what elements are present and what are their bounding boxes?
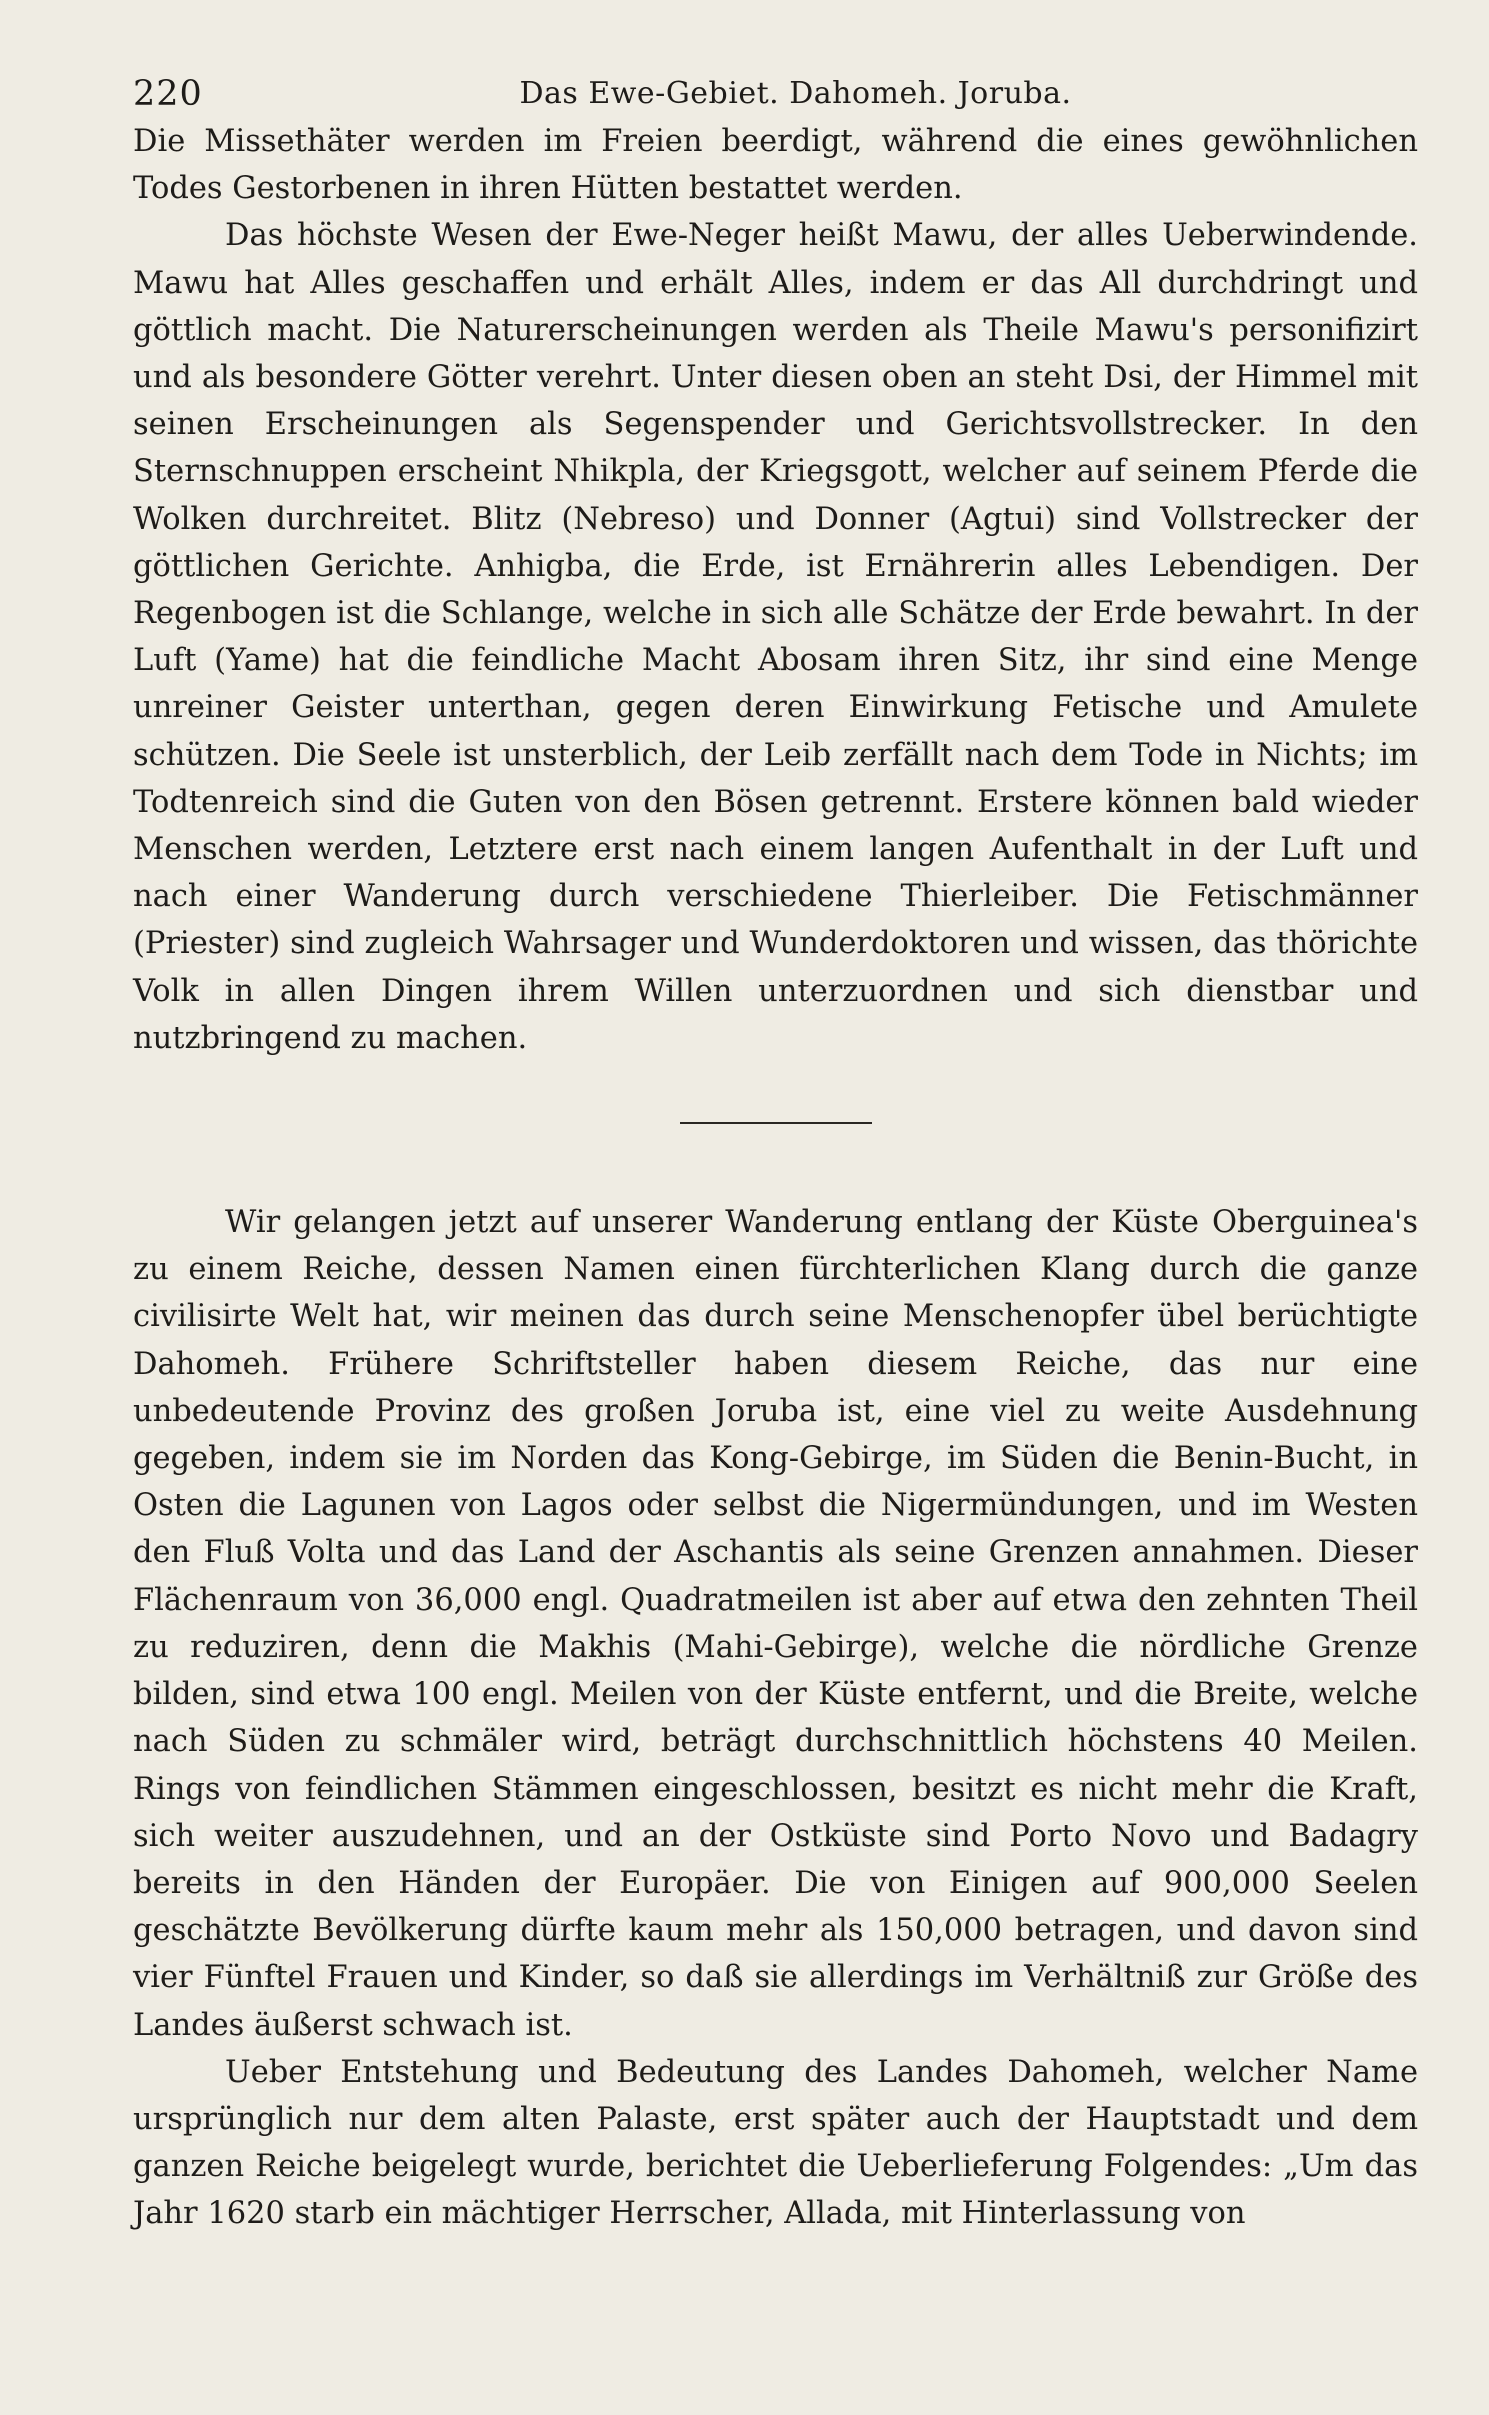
section-dahomeh [133, 1199, 1418, 2237]
paragraph-burial: Die Missethäter werden im Freien beerdigt, während die eines gewöhnlichen Todes Gestorbenen in ihren Hütten bestattet werden. [133, 124, 1418, 207]
paragraph-dahomeh-origin: Ueber Entstehung und Bedeutung des Landes Dahomeh, welcher Name ursprünglich nur dem alten Palaste, erst später auch der Hauptstadt und dem ganzen Reiche beigelegt wurde, berichtet die Ueberlieferung Folgendes: „Um das Jahr 1620 starb ein mächtiger Herrscher, Allada, mit Hinterlassung von [133, 2054, 1418, 2232]
paragraph-mawu: Das höchste Wesen der Ewe-Neger heißt Mawu, der alles Ueberwindende. Mawu hat Alles geschaffen und erhält Alles, indem er das All durchdringt und göttlich macht. Die Naturerscheinungen werden als Theile Mawu's personifizirt und als besondere Götter verehrt. Unter diesen oben an steht Dsi, der Himmel mit seinen Erscheinungen als Segenspender und Gerichtsvollstrecker. In den Sternschnuppen erscheint Nhikpla, der Kriegsgott, welcher auf seinem Pferde die Wolken durchreitet. Blitz (Nebreso) und Donner (Agtui) sind Vollstrecker der göttlichen Gerichte. Anhigba, die Erde, ist Ernährerin alles Lebendigen. Der Regenbogen ist die Schlange, welche in sich alle Schätze der Erde bewahrt. In der Luft (Yame) hat die feindliche Macht Abosam ihren Sitz, ihr sind eine Menge unreiner Geister unterthan, gegen deren Einwirkung Fetische und Amulete schützen. Die Seele ist unsterblich, der Leib zerfällt nach dem Tode in Nichts; im Todtenreich sind die Guten von den Bösen getrennt. Erstere können bald wieder Menschen werden, Letztere erst nach einem langen Aufenthalt in der Luft und nach einer Wanderung durch verschiedene Thierleiber. Die Fetischmänner (Priester) sind zugleich Wahrsager und Wunderdoktoren und wissen, das thörichte Volk in allen Dingen ihrem Willen unterzuordnen und sich dienstbar und nutzbringend zu machen. [133, 218, 1418, 1056]
running-title: Das Ewe-Gebiet. Dahomeh. Joruba. [519, 76, 1072, 111]
section-fetish-religion [133, 118, 1418, 1062]
page-number: 220 [133, 74, 203, 114]
section-divider-rule [680, 1122, 872, 1124]
running-head [133, 70, 1418, 118]
page-content [133, 70, 1418, 2238]
paragraph-dahomeh-extent: Wir gelangen jetzt auf unserer Wanderung entlang der Küste Oberguinea's zu einem Reiche, dessen Namen einen fürchterlichen Klang durch die ganze civilisirte Welt hat, wir meinen das durch seine Menschenopfer übel berüchtigte Dahomeh. Frühere Schriftsteller haben diesem Reiche, das nur eine unbedeutende Provinz des großen Joruba ist, eine viel zu weite Ausdehnung gegeben, indem sie im Norden das Kong-Gebirge, im Süden die Benin-Bucht, in Osten die Lagunen von Lagos oder selbst die Nigermündungen, und im Westen den Fluß Volta und das Land der Aschantis als seine Grenzen annahmen. Dieser Flächenraum von 36,000 engl. Quadratmeilen ist aber auf etwa den zehnten Theil zu reduziren, denn die Makhis (Mahi-Gebirge), welche die nördliche Grenze bilden, sind etwa 100 engl. Meilen von der Küste entfernt, und die Breite, welche nach Süden zu schmäler wird, beträgt durchschnittlich höchstens 40 Meilen. Rings von feindlichen Stämmen eingeschlossen, besitzt es nicht mehr die Kraft, sich weiter auszudehnen, und an der Ostküste sind Porto Novo und Badagry bereits in den Händen der Europäer. Die von Einigen auf 900,000 Seelen geschätzte Bevölkerung dürfte kaum mehr als 150,000 betragen, und davon sind vier Fünftel Frauen und Kinder, so daß sie allerdings im Verhältniß zur Größe des Landes äußerst schwach ist. [133, 1205, 1418, 2043]
